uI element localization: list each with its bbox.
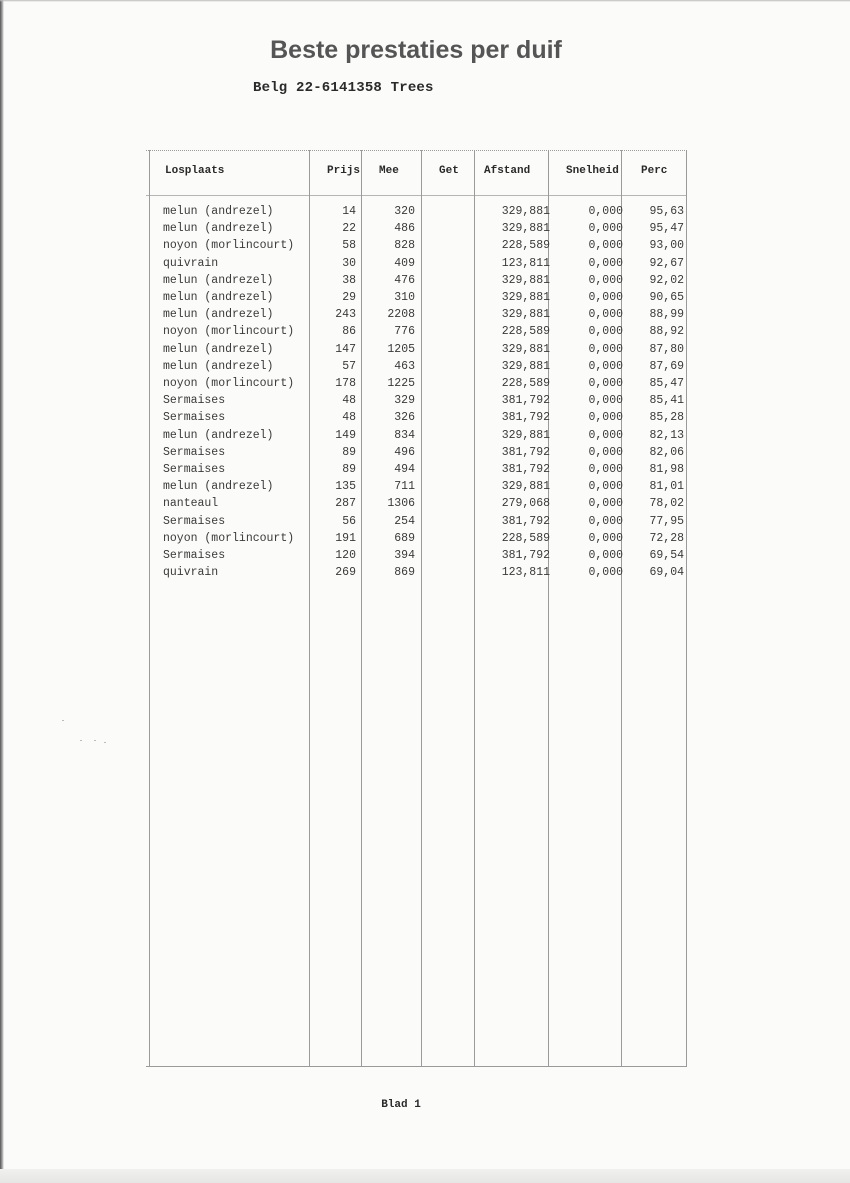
cell-prijs: 147 <box>335 342 356 356</box>
cell-mee: 254 <box>394 514 415 528</box>
cell-mee: 1306 <box>387 497 415 511</box>
cell-afstand: 123,811 <box>501 256 550 270</box>
cell-perc: 77,95 <box>649 514 684 528</box>
cell-losplaats: noyon (morlincourt) <box>163 239 295 253</box>
table-row <box>146 289 687 306</box>
cell-afstand: 329,881 <box>501 308 550 322</box>
cell-perc: 88,99 <box>649 308 684 322</box>
cell-snelheid: 0,000 <box>588 480 623 494</box>
cell-mee: 394 <box>394 549 415 562</box>
table-row <box>146 237 687 254</box>
cell-prijs: 48 <box>342 394 356 408</box>
cell-perc: 78,02 <box>649 497 684 511</box>
cell-snelheid: 0,000 <box>588 205 623 218</box>
cell-snelheid: 0,000 <box>588 549 623 562</box>
cell-losplaats: melun (andrezel) <box>163 222 274 236</box>
header-bottom-rule <box>146 195 687 196</box>
cell-mee: 834 <box>394 428 415 442</box>
table-row <box>146 530 687 547</box>
cell-snelheid: 0,000 <box>588 256 623 270</box>
cell-afstand: 228,589 <box>501 325 550 339</box>
cell-snelheid: 0,000 <box>588 514 623 528</box>
cell-afstand: 329,881 <box>501 359 550 373</box>
cell-snelheid: 0,000 <box>588 342 623 356</box>
cell-snelheid: 0,000 <box>588 239 623 253</box>
cell-losplaats: Sermaises <box>163 445 226 459</box>
cell-snelheid: 0,000 <box>588 497 623 511</box>
scan-left-edge <box>0 0 4 1183</box>
cell-prijs: 120 <box>335 549 356 562</box>
cell-losplaats: quivrain <box>163 566 219 580</box>
cell-afstand: 228,589 <box>501 531 550 545</box>
scan-speck <box>94 740 96 741</box>
cell-mee: 1205 <box>387 342 415 356</box>
cell-afstand: 123,811 <box>501 566 550 580</box>
cell-snelheid: 0,000 <box>588 291 623 304</box>
cell-losplaats: quivrain <box>163 256 219 270</box>
cell-losplaats: melun (andrezel) <box>163 480 274 494</box>
table-row <box>146 392 687 409</box>
cell-perc: 88,92 <box>649 325 684 339</box>
cell-mee: 476 <box>394 273 415 287</box>
cell-afstand: 329,881 <box>501 342 550 356</box>
cell-snelheid: 0,000 <box>588 566 623 580</box>
cell-losplaats: Sermaises <box>163 514 226 528</box>
table-row <box>146 220 687 237</box>
cell-perc: 85,47 <box>649 377 684 390</box>
cell-mee: 326 <box>394 411 415 425</box>
cell-losplaats: noyon (morlincourt) <box>163 531 295 545</box>
cell-mee: 776 <box>394 325 415 339</box>
cell-prijs: 191 <box>335 531 356 545</box>
table-bottom-rule <box>146 1066 687 1067</box>
table-row <box>146 547 687 564</box>
cell-snelheid: 0,000 <box>588 359 623 373</box>
cell-losplaats: noyon (morlincourt) <box>163 377 295 390</box>
scan-speck <box>104 742 106 743</box>
pigeon-identifier: Belg 22-6141358 Trees <box>253 80 434 96</box>
cell-perc: 93,00 <box>649 239 684 253</box>
cell-mee: 409 <box>394 256 415 270</box>
scan-bottom-edge <box>0 1169 850 1183</box>
cell-snelheid: 0,000 <box>588 377 623 390</box>
cell-snelheid: 0,000 <box>588 325 623 339</box>
cell-afstand: 329,881 <box>501 428 550 442</box>
cell-prijs: 178 <box>335 377 356 390</box>
cell-snelheid: 0,000 <box>588 411 623 425</box>
cell-afstand: 381,792 <box>501 463 550 476</box>
cell-prijs: 89 <box>342 463 356 476</box>
table-row <box>146 564 687 581</box>
table-row <box>146 478 687 495</box>
header-snelheid: Snelheid <box>566 165 619 177</box>
cell-prijs: 269 <box>335 566 356 580</box>
cell-mee: 329 <box>394 394 415 408</box>
cell-losplaats: melun (andrezel) <box>163 205 274 218</box>
cell-snelheid: 0,000 <box>588 222 623 236</box>
page-number: Blad 1 <box>381 1099 421 1111</box>
cell-perc: 85,41 <box>649 394 684 408</box>
table-row <box>146 255 687 272</box>
cell-prijs: 135 <box>335 480 356 494</box>
table-row <box>146 341 687 358</box>
cell-perc: 95,63 <box>649 205 684 218</box>
header-prijs: Prijs <box>327 165 361 177</box>
cell-losplaats: melun (andrezel) <box>163 428 274 442</box>
cell-snelheid: 0,000 <box>588 394 623 408</box>
cell-snelheid: 0,000 <box>588 428 623 442</box>
cell-afstand: 329,881 <box>501 273 550 287</box>
cell-prijs: 48 <box>342 411 356 425</box>
table-row <box>146 272 687 289</box>
cell-losplaats: nanteaul <box>163 497 219 511</box>
table-row <box>146 513 687 530</box>
cell-losplaats: melun (andrezel) <box>163 273 274 287</box>
page-title: Beste prestaties per duif <box>270 36 562 64</box>
cell-perc: 95,47 <box>649 222 684 236</box>
header-get: Get <box>439 165 459 177</box>
cell-mee: 486 <box>394 222 415 236</box>
header-afstand: Afstand <box>484 165 531 177</box>
scan-speck <box>80 740 82 741</box>
cell-mee: 320 <box>394 205 415 218</box>
cell-prijs: 38 <box>342 273 356 287</box>
cell-prijs: 86 <box>342 325 356 339</box>
cell-snelheid: 0,000 <box>588 308 623 322</box>
table-row <box>146 306 687 323</box>
cell-perc: 85,28 <box>649 411 684 425</box>
scan-top-edge <box>0 0 850 2</box>
cell-afstand: 329,881 <box>501 205 550 218</box>
cell-afstand: 329,881 <box>501 480 550 494</box>
cell-mee: 689 <box>394 531 415 545</box>
cell-prijs: 14 <box>342 205 356 218</box>
cell-losplaats: Sermaises <box>163 549 226 562</box>
table-row <box>146 495 687 512</box>
cell-prijs: 30 <box>342 256 356 270</box>
cell-losplaats: melun (andrezel) <box>163 308 274 322</box>
cell-losplaats: melun (andrezel) <box>163 359 274 373</box>
cell-snelheid: 0,000 <box>588 445 623 459</box>
cell-perc: 82,06 <box>649 445 684 459</box>
table-row <box>146 461 687 478</box>
header-mee: Mee <box>379 165 399 177</box>
cell-perc: 81,98 <box>649 463 684 476</box>
cell-snelheid: 0,000 <box>588 273 623 287</box>
cell-mee: 869 <box>394 566 415 580</box>
cell-afstand: 329,881 <box>501 222 550 236</box>
header-perc: Perc <box>641 165 668 177</box>
table-row <box>146 427 687 444</box>
cell-prijs: 287 <box>335 497 356 511</box>
table-row <box>146 358 687 375</box>
cell-afstand: 381,792 <box>501 514 550 528</box>
cell-afstand: 381,792 <box>501 549 550 562</box>
cell-perc: 87,80 <box>649 342 684 356</box>
table-row <box>146 323 687 340</box>
table-row <box>146 375 687 392</box>
table-row <box>146 203 687 220</box>
cell-perc: 82,13 <box>649 428 684 442</box>
cell-afstand: 381,792 <box>501 445 550 459</box>
cell-losplaats: noyon (morlincourt) <box>163 325 295 339</box>
cell-perc: 87,69 <box>649 359 684 373</box>
cell-mee: 1225 <box>387 377 415 390</box>
cell-mee: 2208 <box>387 308 415 322</box>
cell-prijs: 149 <box>335 428 356 442</box>
cell-prijs: 243 <box>335 308 356 322</box>
cell-mee: 310 <box>394 291 415 304</box>
cell-mee: 496 <box>394 445 415 459</box>
cell-perc: 92,67 <box>649 256 684 270</box>
cell-afstand: 381,792 <box>501 411 550 425</box>
cell-prijs: 56 <box>342 514 356 528</box>
cell-losplaats: Sermaises <box>163 463 226 476</box>
cell-perc: 69,54 <box>649 549 684 562</box>
table-row <box>146 444 687 461</box>
cell-snelheid: 0,000 <box>588 531 623 545</box>
cell-afstand: 329,881 <box>501 291 550 304</box>
cell-prijs: 22 <box>342 222 356 236</box>
cell-perc: 72,28 <box>649 531 684 545</box>
cell-perc: 69,04 <box>649 566 684 580</box>
table-top-rule <box>146 150 687 151</box>
cell-prijs: 57 <box>342 359 356 373</box>
cell-mee: 463 <box>394 359 415 373</box>
cell-afstand: 381,792 <box>501 394 550 408</box>
cell-perc: 81,01 <box>649 480 684 494</box>
cell-prijs: 89 <box>342 445 356 459</box>
cell-losplaats: melun (andrezel) <box>163 342 274 356</box>
cell-losplaats: melun (andrezel) <box>163 291 274 304</box>
cell-mee: 711 <box>394 480 415 494</box>
header-losplaats: Losplaats <box>165 165 225 177</box>
scan-speck <box>62 720 64 721</box>
cell-prijs: 29 <box>342 291 356 304</box>
results-table <box>146 150 687 1067</box>
cell-mee: 494 <box>394 463 415 476</box>
cell-afstand: 228,589 <box>501 239 550 253</box>
cell-prijs: 58 <box>342 239 356 253</box>
cell-perc: 92,02 <box>649 273 684 287</box>
cell-afstand: 279,068 <box>501 497 550 511</box>
cell-perc: 90,65 <box>649 291 684 304</box>
table-row <box>146 409 687 426</box>
cell-afstand: 228,589 <box>501 377 550 390</box>
cell-mee: 828 <box>394 239 415 253</box>
cell-snelheid: 0,000 <box>588 463 623 476</box>
cell-losplaats: Sermaises <box>163 411 226 425</box>
cell-losplaats: Sermaises <box>163 394 226 408</box>
